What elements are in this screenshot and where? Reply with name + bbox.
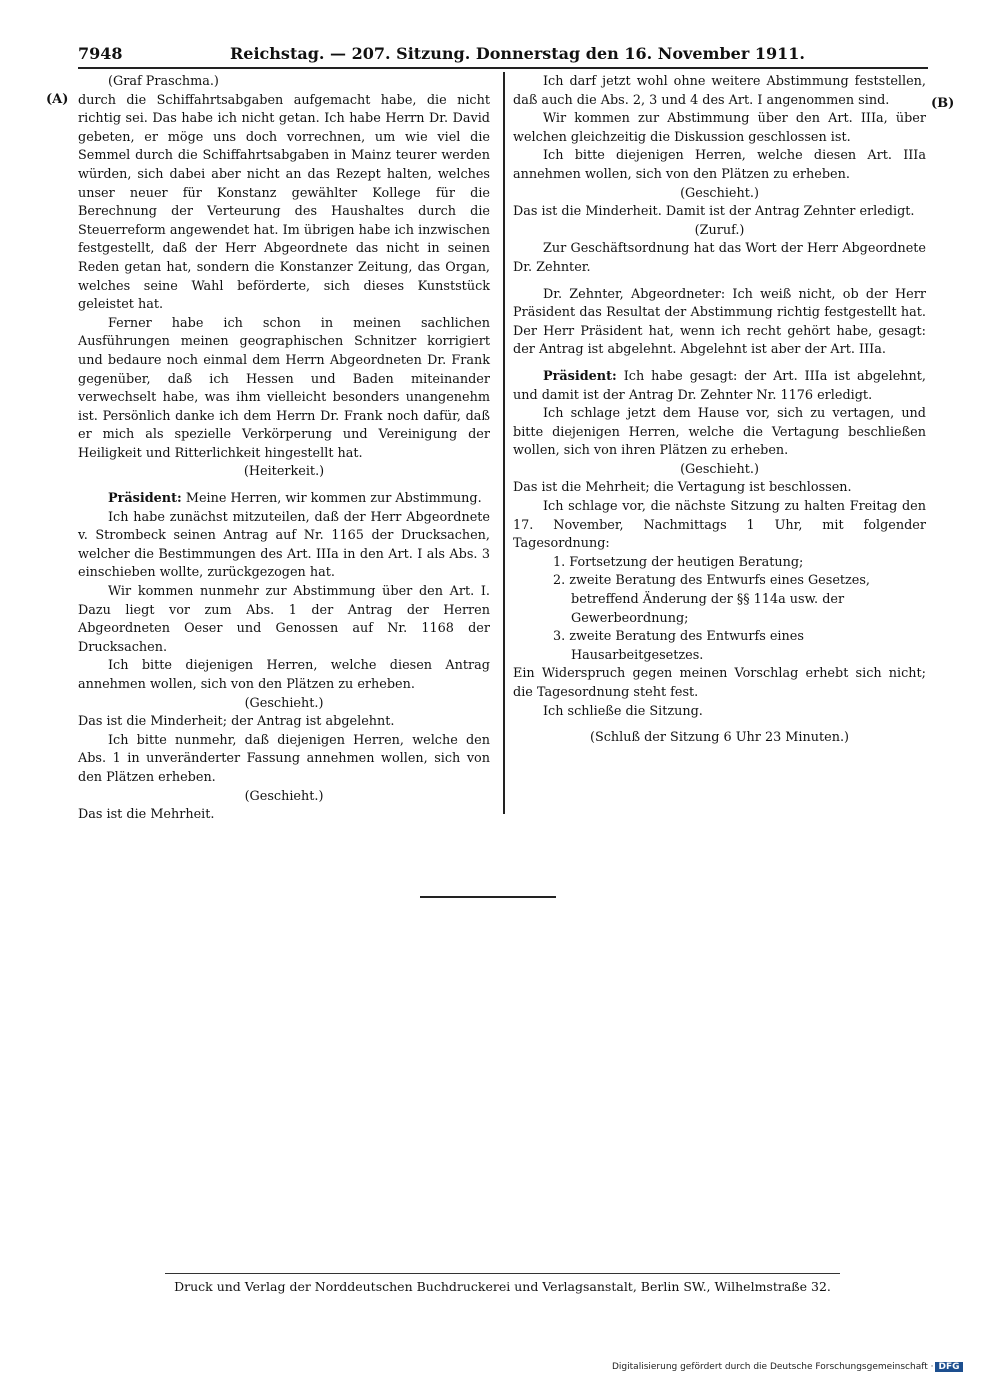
stage-note: (Geschieht.) <box>244 695 324 711</box>
page-header <box>78 44 928 66</box>
credit-text: Digitalisierung gefördert durch die Deutsche Forschungsgemeinschaft · <box>612 1362 934 1372</box>
header-rule <box>78 67 928 69</box>
paragraph <box>513 368 926 405</box>
margin-label-a: (A) <box>46 92 69 107</box>
speech-text: Ich habe gesagt: der Art. IIIa ist abgelehnt, und damit ist der Antrag Dr. Zehnter Nr. 1176 erledigt. <box>513 368 926 403</box>
margin-label-b: (B) <box>931 96 955 111</box>
left-column <box>78 73 490 825</box>
stage-note: (Zuruf.) <box>694 222 745 238</box>
paragraph: Das ist die Minderheit. Damit ist der Antrag Zehnter erledigt. <box>513 204 915 220</box>
paragraph <box>78 490 490 509</box>
running-title: Reichstag. — 207. Sitzung. Donnerstag den 16. November 1911. <box>230 44 805 63</box>
paragraph: Wir kommen nunmehr zur Abstimmung über den Art. I. Dazu liegt vor zum Abs. 1 der Antrag der Herren Abgeordneten Oeser und Genossen auf Nr. 1168 der Drucksachen. <box>78 584 490 655</box>
paragraph: durch die Schiffahrtsabgaben aufgemacht habe, die nicht richtig sei. Das habe ich nicht getan. Ich habe Herrn Dr. David gebeten, er möge uns doch vorrechnen, um wie viel die Semmel durch die Schiffahrtsabgaben in Mainz teurer werden würden, sich dabei aber nicht an das Rezept halten, welches unser neuer für Konstanz gewählter Kollege für die Berechnung der Verteurung des Haushaltes durch die Steuerreform angewendet hat. Im übrigen habe ich inzwischen festgestellt, daß der Herr Abgeordnete das nicht in seinen Reden getan hat, sondern die Konstanzer Zeitung, das Organ, welches seine Wahl beförderte, sich dieses Kunststück geleistet hat. <box>78 92 490 313</box>
page-number: 7948 <box>78 44 123 63</box>
right-column <box>513 73 926 748</box>
speaker-note: (Graf Praschma.) <box>108 74 219 89</box>
agenda-item: 1. Fortsetzung der heutigen Beratung; <box>553 554 804 570</box>
stage-note: (Heiterkeit.) <box>243 464 325 480</box>
agenda-item: 3. zweite Beratung des Entwurfs eines Hausarbeitgesetzes. <box>553 629 804 663</box>
stage-note: (Geschieht.) <box>680 461 759 477</box>
paragraph: Ferner habe ich schon in meinen sachlichen Ausführungen meinen geographischen Schnitzer korrigiert und bedaure noch einmal dem Herrn Abgeordneten Dr. Frank gegenüber, daß ich Hessen und Baden miteinander verwechselt habe, was ihm vielleicht besonders unangenehm ist. Persönlich danke ich dem Herrn Dr. Frank noch dafür, daß er mich als spezielle Verkörperung und Vereinigung der Heiligkeit und Ritterlichkeit hingestellt hat. <box>78 315 490 461</box>
paragraph: Ich darf jetzt wohl ohne weitere Abstimmung feststellen, daß auch die Abs. 2, 3 und 4 des Art. I angenommen sind. <box>513 74 926 108</box>
stage-note: (Geschieht.) <box>680 185 759 201</box>
paragraph: Das ist die Mehrheit. <box>78 807 215 823</box>
paragraph: Wir kommen zur Abstimmung über den Art. IIIa, über welchen gleichzeitig die Diskussion geschlossen ist. <box>513 111 926 145</box>
footer-rule <box>165 1273 840 1274</box>
speaker-label: Präsident: <box>108 491 182 507</box>
speaker-label: Dr. Zehnter, Abgeordneter: <box>543 286 726 302</box>
paragraph: Ein Widerspruch gegen meinen Vorschlag erhebt sich nicht; die Tagesordnung steht fest. <box>513 666 926 700</box>
paragraph: Ich schließe die Sitzung. <box>543 703 703 719</box>
printer-imprint: Druck und Verlag der Norddeutschen Buchdruckerei und Verlagsanstalt, Berlin SW., Wilhelmstraße 32. <box>174 1279 831 1294</box>
paragraph: Ich bitte diejenigen Herren, welche diesen Art. IIIa annehmen wollen, sich von den Plätzen zu erheben. <box>513 148 926 182</box>
paragraph: Ich schlage vor, die nächste Sitzung zu halten Freitag den 17. November, Nachmittags 1 Uhr, mit folgender Tagesordnung: <box>513 499 926 552</box>
column-divider <box>503 72 505 814</box>
dfg-logo: DFG <box>935 1362 962 1372</box>
paragraph: Ich bitte nunmehr, daß diejenigen Herren, welche den Abs. 1 in unveränderter Fassung annehmen wollen, sich von den Plätzen erheben. <box>78 732 490 785</box>
paragraph: Das ist die Minderheit; der Antrag ist abgelehnt. <box>78 714 395 730</box>
speaker-label: Präsident: <box>543 368 617 384</box>
speech-text: Meine Herren, wir kommen zur Abstimmung. <box>185 491 482 507</box>
paragraph: Zur Geschäftsordnung hat das Wort der Herr Abgeordnete Dr. Zehnter. <box>513 241 926 275</box>
agenda-item: 2. zweite Beratung des Entwurfs eines Gesetzes, betreffend Änderung der §§ 114a usw. der Gewerbeordnung; <box>553 573 870 626</box>
paragraph: Ich schlage jetzt dem Hause vor, sich zu vertagen, und bitte diejenigen Herren, welche die Vertagung beschließen wollen, sich von ihren Plätzen zu erheben. <box>513 406 926 459</box>
speech-text: Ich weiß nicht, ob der Herr Präsident das Resultat der Abstimmung richtig festgestellt hat. Der Herr Präsident hat, wenn ich recht gehört habe, gesagt: der Antrag ist abgelehnt. Abgelehnt ist aber der Art. IIIa. <box>513 286 926 358</box>
stage-note: (Geschieht.) <box>244 788 324 804</box>
section-end-rule <box>420 896 556 898</box>
paragraph <box>513 286 926 360</box>
paragraph: Ich bitte diejenigen Herren, welche diesen Antrag annehmen wollen, sich von den Plätzen zu erheben. <box>78 658 490 692</box>
paragraph: Das ist die Mehrheit; die Vertagung ist beschlossen. <box>513 480 852 496</box>
closing-note: (Schluß der Sitzung 6 Uhr 23 Minuten.) <box>589 730 850 746</box>
paragraph: Ich habe zunächst mitzuteilen, daß der Herr Abgeordnete v. Strombeck seinen Antrag auf Nr. 1165 der Drucksachen, welcher die Bestimmungen des Art. IIIa in den Art. I als Abs. 3 einschieben wollte, zurückgezogen hat. <box>78 509 490 581</box>
digitization-credit <box>612 1362 963 1372</box>
